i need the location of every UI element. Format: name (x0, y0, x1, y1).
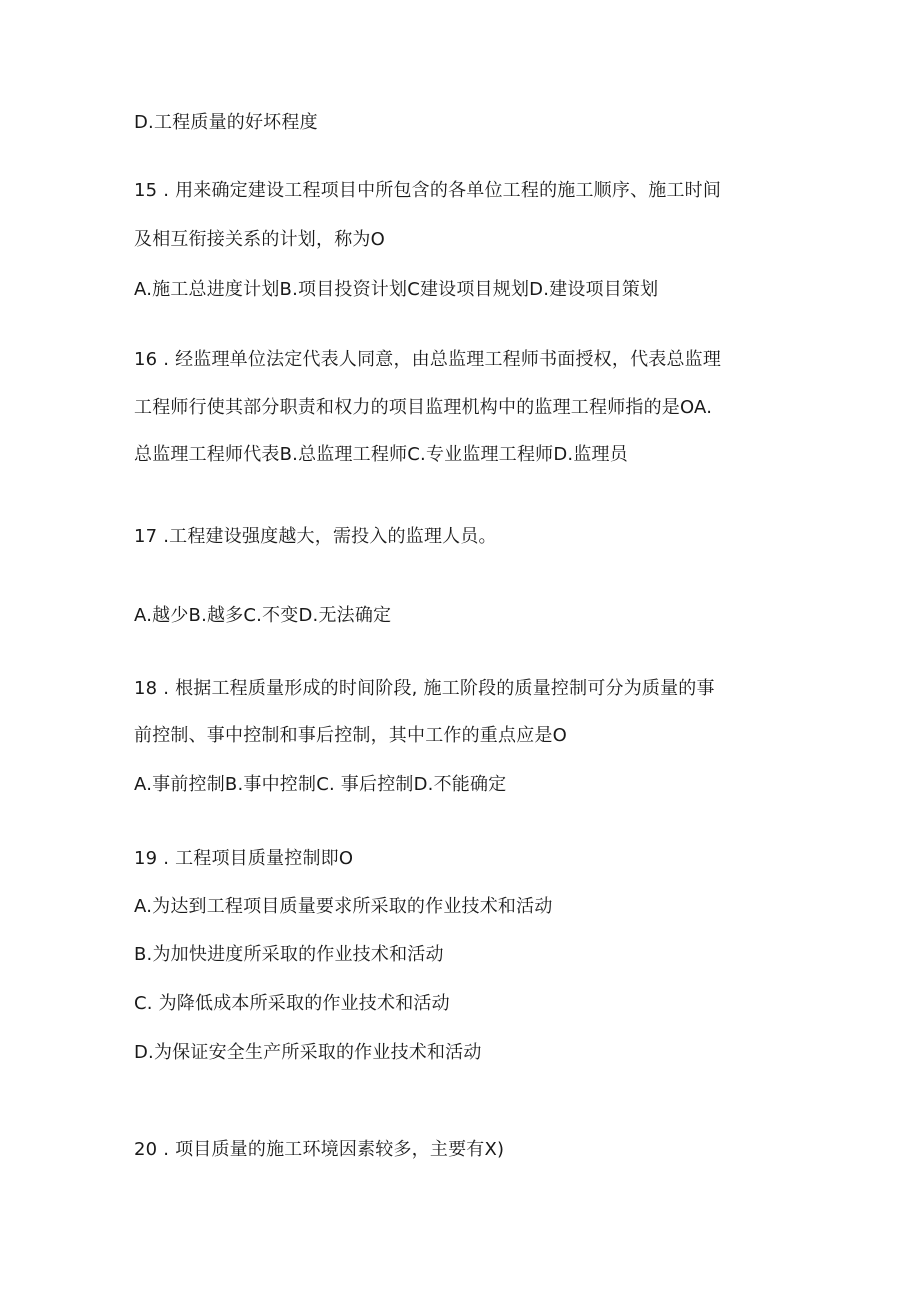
options-18: A.事前控制B.事中控制C. 事后控制D.不能确定 (134, 774, 507, 795)
question-16-line: 工程师行使其部分职责和权力的项目监理机构中的监理工程师指的是OA. (134, 397, 713, 418)
question-16-line: 16 . 经监理单位法定代表人同意，由总监理工程师书面授权，代表总监理 (134, 349, 722, 370)
question-20-line: 20 . 项目质量的施工环境因素较多，主要有X) (134, 1139, 505, 1160)
options-16: 总监理工程师代表B.总监理工程师C.专业监理工程师D.监理员 (134, 444, 628, 465)
question-18-line: 前控制、事中控制和事后控制，其中工作的重点应是O (134, 725, 567, 746)
option-line: D.工程质量的好坏程度 (134, 112, 318, 133)
question-15-line: 15 . 用来确定建设工程项目中所包含的各单位工程的施工顺序、施工时间 (134, 180, 722, 201)
options-15: A.施工总进度计划B.项目投资计划C建设项目规划D.建设项目策划 (134, 279, 659, 300)
question-18-line: 18 . 根据工程质量形成的时间阶段, 施工阶段的质量控制可分为质量的事 (134, 678, 715, 699)
question-15-line: 及相互衔接关系的计划，称为O (134, 229, 385, 250)
options-17: A.越少B.越多C.不变D.无法确定 (134, 605, 392, 626)
question-17-line: 17 .工程建设强度越大，需投入的监理人员。 (134, 526, 497, 547)
option-19-a: A.为达到工程项目质量要求所采取的作业技术和活动 (134, 896, 553, 917)
option-19-b: B.为加快进度所采取的作业技术和活动 (134, 944, 444, 965)
option-19-c: C. 为降低成本所采取的作业技术和活动 (134, 993, 450, 1014)
question-19-line: 19 . 工程项目质量控制即O (134, 848, 354, 869)
option-19-d: D.为保证安全生产所采取的作业技术和活动 (134, 1042, 482, 1063)
